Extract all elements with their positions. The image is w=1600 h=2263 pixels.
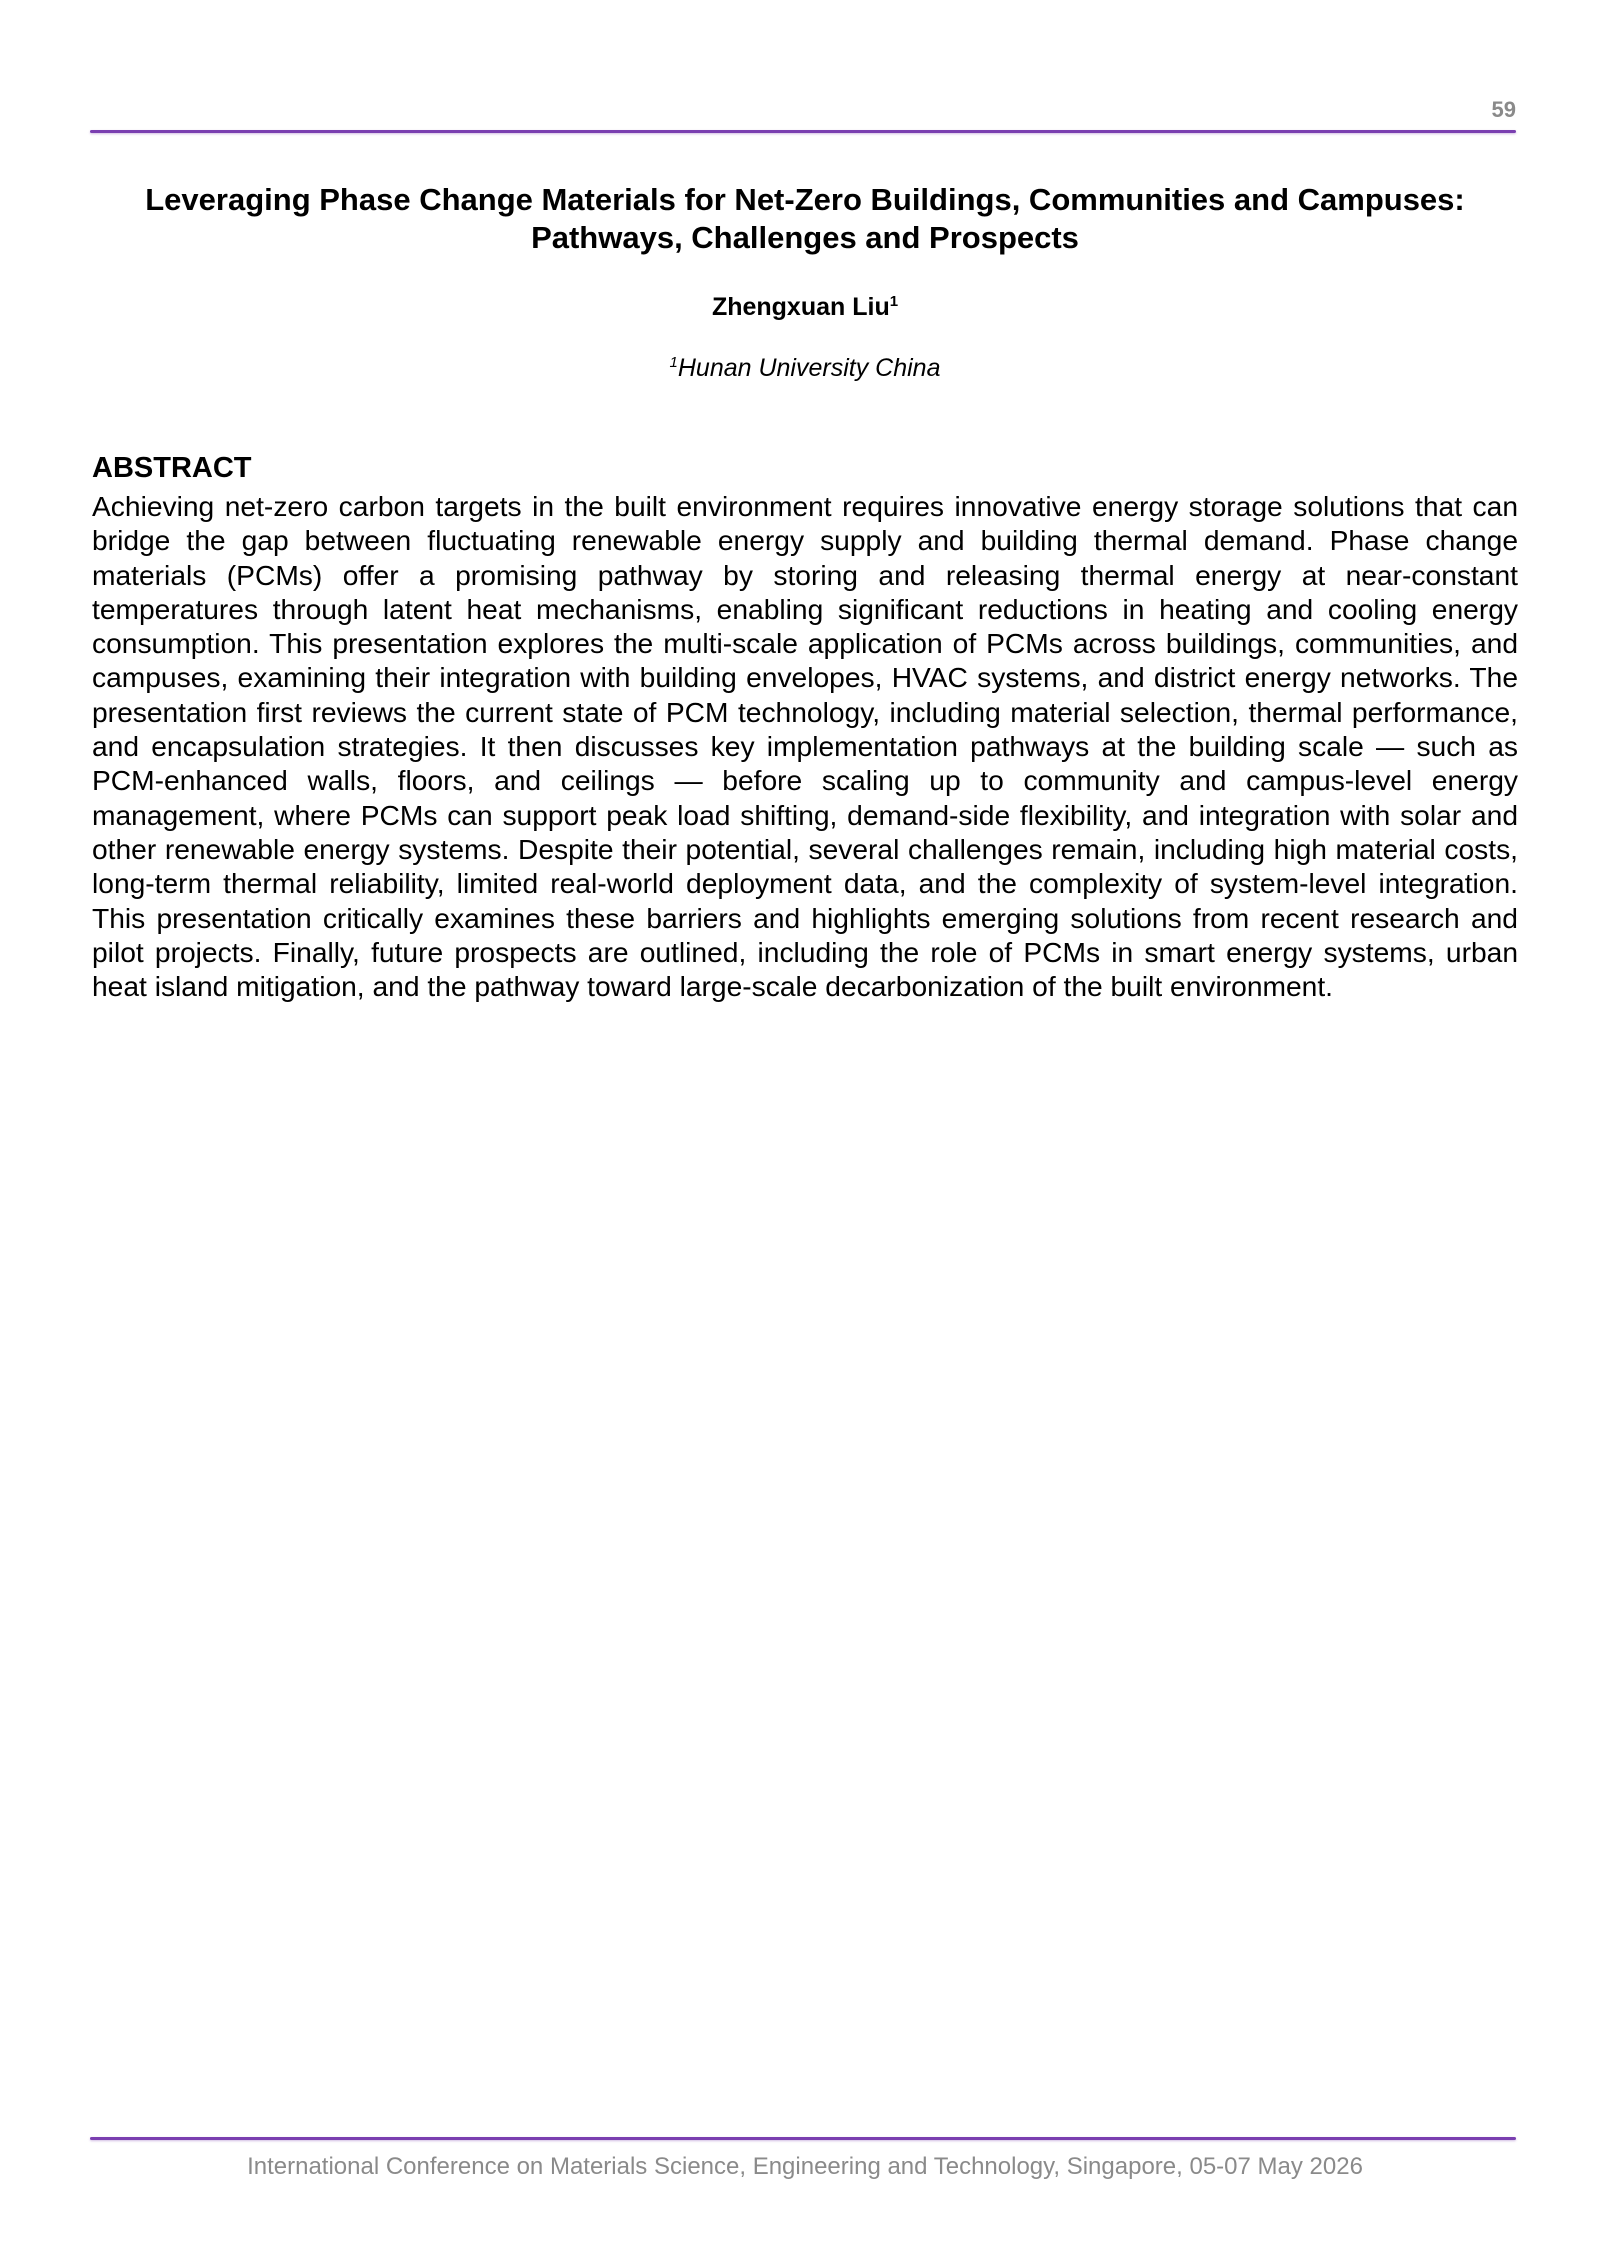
author-name: Zhengxuan Liu xyxy=(711,293,890,321)
author xyxy=(92,293,1518,322)
paper-title-line-2: Pathways, Challenges and Prospects xyxy=(531,220,1079,255)
author-affiliation-marker: 1 xyxy=(889,293,899,310)
paper-title-line-1: Leveraging Phase Change Materials for Net-Zero Buildings, Communities and Campuses: xyxy=(145,182,1465,217)
page-number: 59 xyxy=(1491,97,1516,122)
header-divider xyxy=(90,130,1516,133)
paper-title xyxy=(92,181,1518,257)
footer-divider xyxy=(90,2137,1516,2140)
affiliation xyxy=(92,354,1518,383)
footer-conference-text: International Conference on Materials Science, Engineering and Technology, Singapore, 05-07 May 2026 xyxy=(247,2153,1363,2180)
affiliation-text: Hunan University China xyxy=(677,354,941,382)
abstract-heading: ABSTRACT xyxy=(92,452,252,484)
affiliation-marker: 1 xyxy=(669,354,678,371)
abstract-body: Achieving net-zero carbon targets in the built environment requires innovative energy storage solutions that can bridge the gap between fluctuating renewable energy supply and building thermal demand. Phase change materials (PCMs) offer a promising pathway by storing and releasing thermal energy at near-constant temperatures through latent heat mechanisms, enabling significant reductions in heating and cooling energy consumption. This presentation explores the multi-scale application of PCMs across buildings, communities, and campuses, examining their integration with building envelopes, HVAC systems, and district energy networks. The presentation first reviews the current state of PCM technology, including material selection, thermal performance, and encapsulation strategies. It then discusses key implementation pathways at the building scale — such as PCM-enhanced walls, floors, and ceilings — before scaling up to community and campus-level energy management, where PCMs can support peak load shifting, demand-side flexibility, and integration with solar and other renewable energy systems. Despite their potential, several challenges remain, including high material costs, long-term thermal reliability, limited real-world deployment data, and the complexity of system-level integration. This presentation critically examines these barriers and highlights emerging solutions from recent research and pilot projects. Finally, future prospects are outlined, including the role of PCMs in smart energy systems, urban heat island mitigation, and the pathway toward large-scale decarbonization of the built environment. xyxy=(92,490,1518,1003)
